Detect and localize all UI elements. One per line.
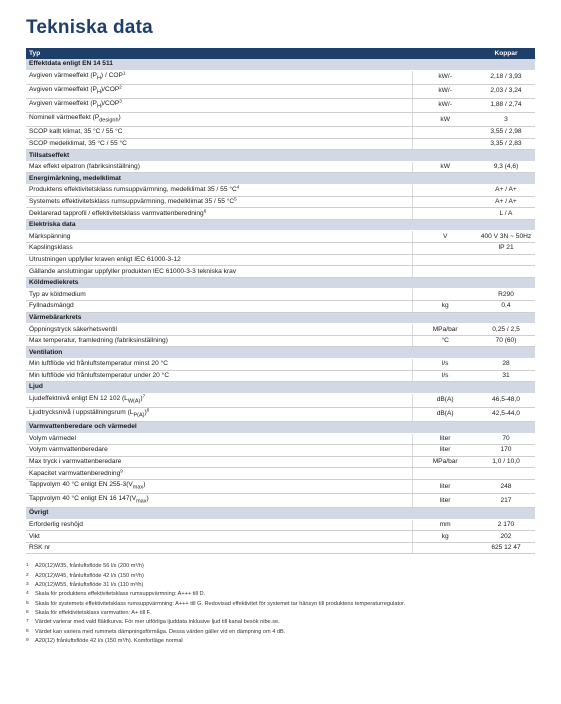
table-row [26, 70, 535, 84]
row-unit [413, 266, 477, 278]
footnote [26, 581, 535, 590]
table-row [26, 335, 535, 347]
row-label: RSK nr [26, 542, 413, 554]
section-header [26, 59, 535, 70]
table-header [26, 48, 535, 59]
row-label: Avgiven värmeeffekt $(P_H)/COP^3$ [26, 98, 413, 112]
row-value: 400 V 3N ~ 50Hz [477, 231, 535, 243]
table-row [26, 208, 535, 220]
row-value: 9,3 (4,6) [477, 161, 535, 173]
section-header [26, 508, 535, 520]
row-unit [413, 127, 477, 139]
section-header [26, 421, 535, 433]
section-title: Varmvattenberedare och värmedel [26, 421, 535, 433]
row-unit [413, 242, 477, 254]
row-label: Max effekt elpatron (fabriksinställning) [26, 161, 413, 173]
table-row [26, 519, 535, 531]
footnote-text: Värdet kan variera med rummets dämpningsförmåga. Dessa värden gäller vid en dämpning om 4 dB. [35, 628, 286, 635]
footnote [26, 572, 535, 581]
row-label: Gällande anslutningar uppfyller produkten IEC 61000-3-3 tekniska krav [26, 266, 413, 278]
row-value: A+ / A+ [477, 196, 535, 208]
header-unit [413, 48, 477, 59]
table-row [26, 231, 535, 243]
header-model: Koppar [477, 48, 535, 59]
row-label: Min luftflöde vid frånluftstemperatur minst 20 °C [26, 358, 413, 370]
footnote-text: Skala för systemets effektivitetsklass rumsuppvärmning: A+++ till G. Redovisad effektivitet för systemet tar hänsyn till produktens temperaturregulator. [35, 600, 406, 607]
row-label: Vikt [26, 531, 413, 543]
row-value: 46,5-48,0 [477, 393, 535, 407]
table-row [26, 300, 535, 312]
footnote-text: A20(12)W45, frånluftsflöde 42 l/s (150 m³/h) [35, 572, 144, 579]
table-row [26, 266, 535, 278]
row-unit [413, 208, 477, 220]
section-title: Ventilation [26, 347, 535, 359]
table-row [26, 531, 535, 543]
row-label: Systemets effektivitetsklass rumsuppvärmning, medelklimat 35 / 55 $^\circ C^5$ [26, 196, 413, 208]
footnotes [26, 562, 535, 646]
row-value: 248 [477, 479, 535, 493]
footnote-text: A20(12)W35, frånluftsflöde 56 l/s (200 m³/h) [35, 563, 144, 570]
table-row [26, 433, 535, 445]
section-title: Tillsatseffekt [26, 150, 535, 162]
page-title: Tekniska data [26, 17, 153, 38]
row-label: Volym varmvattenberedare [26, 445, 413, 457]
footnote-number: 1 [26, 563, 29, 569]
row-value: 170 [477, 445, 535, 457]
section-header [26, 150, 535, 162]
row-label: Ljudtrycksnivå i uppställningsrum $(L_{P(A)})^8$ [26, 407, 413, 421]
section-title: Ljud [26, 382, 535, 394]
row-unit: dB(A) [413, 393, 477, 407]
row-unit: MPa/bar [413, 324, 477, 336]
row-unit [413, 254, 477, 266]
row-label: Ljudeffektnivå enligt EN 12 102 $(L_{W(A)})^7$ [26, 393, 413, 407]
table-row [26, 358, 535, 370]
footnote-number: 7 [26, 619, 29, 625]
row-unit: kW [413, 112, 477, 126]
footnote-number: 5 [26, 600, 29, 606]
row-value [477, 266, 535, 278]
section-title: Värmebärarkrets [26, 312, 535, 324]
row-value: 1,0 / 10,0 [477, 456, 535, 468]
row-label: Tappvolym 40 °C enligt EN $255-3(V_{max})$ [26, 479, 413, 493]
row-value: 1,88 / 2,74 [477, 98, 535, 112]
table-row [26, 393, 535, 407]
footnote-text: Värdet varierar med vald fläktkurva. För mer utförliga ljuddata inklusive ljud till kanal besök nibe.se. [35, 619, 280, 626]
row-unit [413, 542, 477, 554]
table-row [26, 324, 535, 336]
footnote [26, 628, 535, 637]
row-label: Avgiven värmeeffekt $(P_H) / COP^1$ [26, 70, 413, 84]
row-unit: liter [413, 433, 477, 445]
row-label: Max tryck i varmvattenberedare [26, 456, 413, 468]
table-row [26, 138, 535, 150]
footnote-number: 4 [26, 591, 29, 597]
row-value: 31 [477, 370, 535, 382]
section-header [26, 382, 535, 394]
section-title: Energimärkning, medelklimat [26, 173, 535, 185]
footnote [26, 590, 535, 599]
section-header [26, 219, 535, 231]
row-value [477, 468, 535, 480]
row-unit: l/s [413, 358, 477, 370]
row-unit: MPa/bar [413, 456, 477, 468]
header-type: Typ [26, 48, 413, 59]
table-row [26, 407, 535, 421]
table-row [26, 289, 535, 301]
row-label: Min luftflöde vid frånluftstemperatur under 20 °C [26, 370, 413, 382]
row-label: Nominell värmeeffekt $(P_{designh})$ [26, 112, 413, 126]
table-row [26, 112, 535, 126]
row-unit: liter [413, 445, 477, 457]
row-label: Fyllnadsmängd [26, 300, 413, 312]
row-unit: l/s [413, 370, 477, 382]
row-value: 28 [477, 358, 535, 370]
row-value: 42,5-44,0 [477, 407, 535, 421]
footnote-text: Skala för produktens effektivitetsklass rumsuppvärmning: A+++ till D. [35, 591, 206, 598]
table-row [26, 185, 535, 197]
table-row [26, 370, 535, 382]
section-header [26, 277, 535, 289]
section-header [26, 312, 535, 324]
row-value: 202 [477, 531, 535, 543]
row-value: 625 12 47 [477, 542, 535, 554]
row-label: Märkspänning [26, 231, 413, 243]
table-row [26, 84, 535, 98]
row-value: 3,35 / 2,83 [477, 138, 535, 150]
section-header [26, 173, 535, 185]
row-label: Max temperatur, framledning (fabriksinställning) [26, 335, 413, 347]
row-unit [413, 185, 477, 197]
row-label: Kapslingsklass [26, 242, 413, 254]
section-title: Köldmediekrets [26, 277, 535, 289]
footnote-text: A20(12)W55, frånluftsflöde 31 l/s (110 m³/h) [35, 582, 144, 589]
row-unit: kW/- [413, 84, 477, 98]
row-value: A+ / A+ [477, 185, 535, 197]
footnote [26, 618, 535, 627]
table-row [26, 493, 535, 507]
table-row [26, 242, 535, 254]
footnote [26, 609, 535, 618]
table-row [26, 98, 535, 112]
footnote-text: Skala för effektivitetsklass varmvatten: A+ till F. [35, 609, 152, 616]
row-label: Produktens effektivitetsklass rumsuppvärmning, medelklimat 35 / 55 $^\circ C^4$ [26, 185, 413, 197]
table-row [26, 254, 535, 266]
table-row [26, 542, 535, 554]
table-row [26, 161, 535, 173]
row-value: 2,18 / 3,93 [477, 70, 535, 84]
row-unit: liter [413, 493, 477, 507]
row-value: 70 [477, 433, 535, 445]
section-title: Effektdata enligt EN 14 511 [26, 59, 535, 70]
row-value: 2,03 / 3,24 [477, 84, 535, 98]
footnote-number: 8 [26, 628, 29, 634]
row-value: L / A [477, 208, 535, 220]
footnote-number: 6 [26, 609, 29, 615]
section-title: Elektriska data [26, 219, 535, 231]
row-unit: mm [413, 519, 477, 531]
row-unit: V [413, 231, 477, 243]
row-value: 2 170 [477, 519, 535, 531]
row-unit: kW/- [413, 98, 477, 112]
row-value [477, 254, 535, 266]
row-unit: kg [413, 531, 477, 543]
table-row [26, 479, 535, 493]
row-unit: kW/- [413, 70, 477, 84]
table-row [26, 196, 535, 208]
section-title: Övrigt [26, 508, 535, 520]
row-label: SCOP medelklimat, 35 °C / 55 °C [26, 138, 413, 150]
row-value: 3,55 / 2,98 [477, 127, 535, 139]
table-row [26, 127, 535, 139]
row-label: Kapacitet varmvattenberedning$^9$ [26, 468, 413, 480]
row-unit: kg [413, 300, 477, 312]
footnote [26, 562, 535, 571]
row-unit: °C [413, 335, 477, 347]
footnote-number: 3 [26, 582, 29, 588]
table-row [26, 456, 535, 468]
row-label: Typ av köldmedium [26, 289, 413, 301]
row-value: 0,4 [477, 300, 535, 312]
row-unit: kW [413, 161, 477, 173]
row-unit [413, 138, 477, 150]
row-value: 70 (60) [477, 335, 535, 347]
row-label: Tappvolym 40 °C enligt EN 16 $147(V_{max})$ [26, 493, 413, 507]
row-label: Utrustningen uppfyller kraven enligt IEC 61000-3-12 [26, 254, 413, 266]
row-label: Volym värmedel [26, 433, 413, 445]
footnote-number: 9 [26, 637, 29, 643]
footnote [26, 637, 535, 646]
row-unit: dB(A) [413, 407, 477, 421]
row-label: Erforderlig reshöjd [26, 519, 413, 531]
row-label: Öppningstryck säkerhetsventil [26, 324, 413, 336]
row-value: R290 [477, 289, 535, 301]
row-value: 217 [477, 493, 535, 507]
table-row [26, 468, 535, 480]
row-label: Avgiven värmeeffekt $(P_H)/COP^2$ [26, 84, 413, 98]
spec-table [26, 48, 535, 554]
footnote-text: A20(12) frånluftsflöde 42 l/s (150 m³/h). Komfortläge normal [35, 637, 183, 644]
table-row [26, 445, 535, 457]
section-header [26, 347, 535, 359]
row-unit [413, 468, 477, 480]
row-unit: liter [413, 479, 477, 493]
footnote-number: 2 [26, 572, 29, 578]
row-unit [413, 289, 477, 301]
row-unit [413, 196, 477, 208]
row-value: IP 21 [477, 242, 535, 254]
row-value: 0,25 / 2,5 [477, 324, 535, 336]
row-value: 3 [477, 112, 535, 126]
footnote [26, 600, 535, 609]
row-label: Deklarerad tapprofil / effektivitetsklass varmvattenberedning$^6$ [26, 208, 413, 220]
row-label: SCOP kallt klimat, 35 °C / 55 °C [26, 127, 413, 139]
